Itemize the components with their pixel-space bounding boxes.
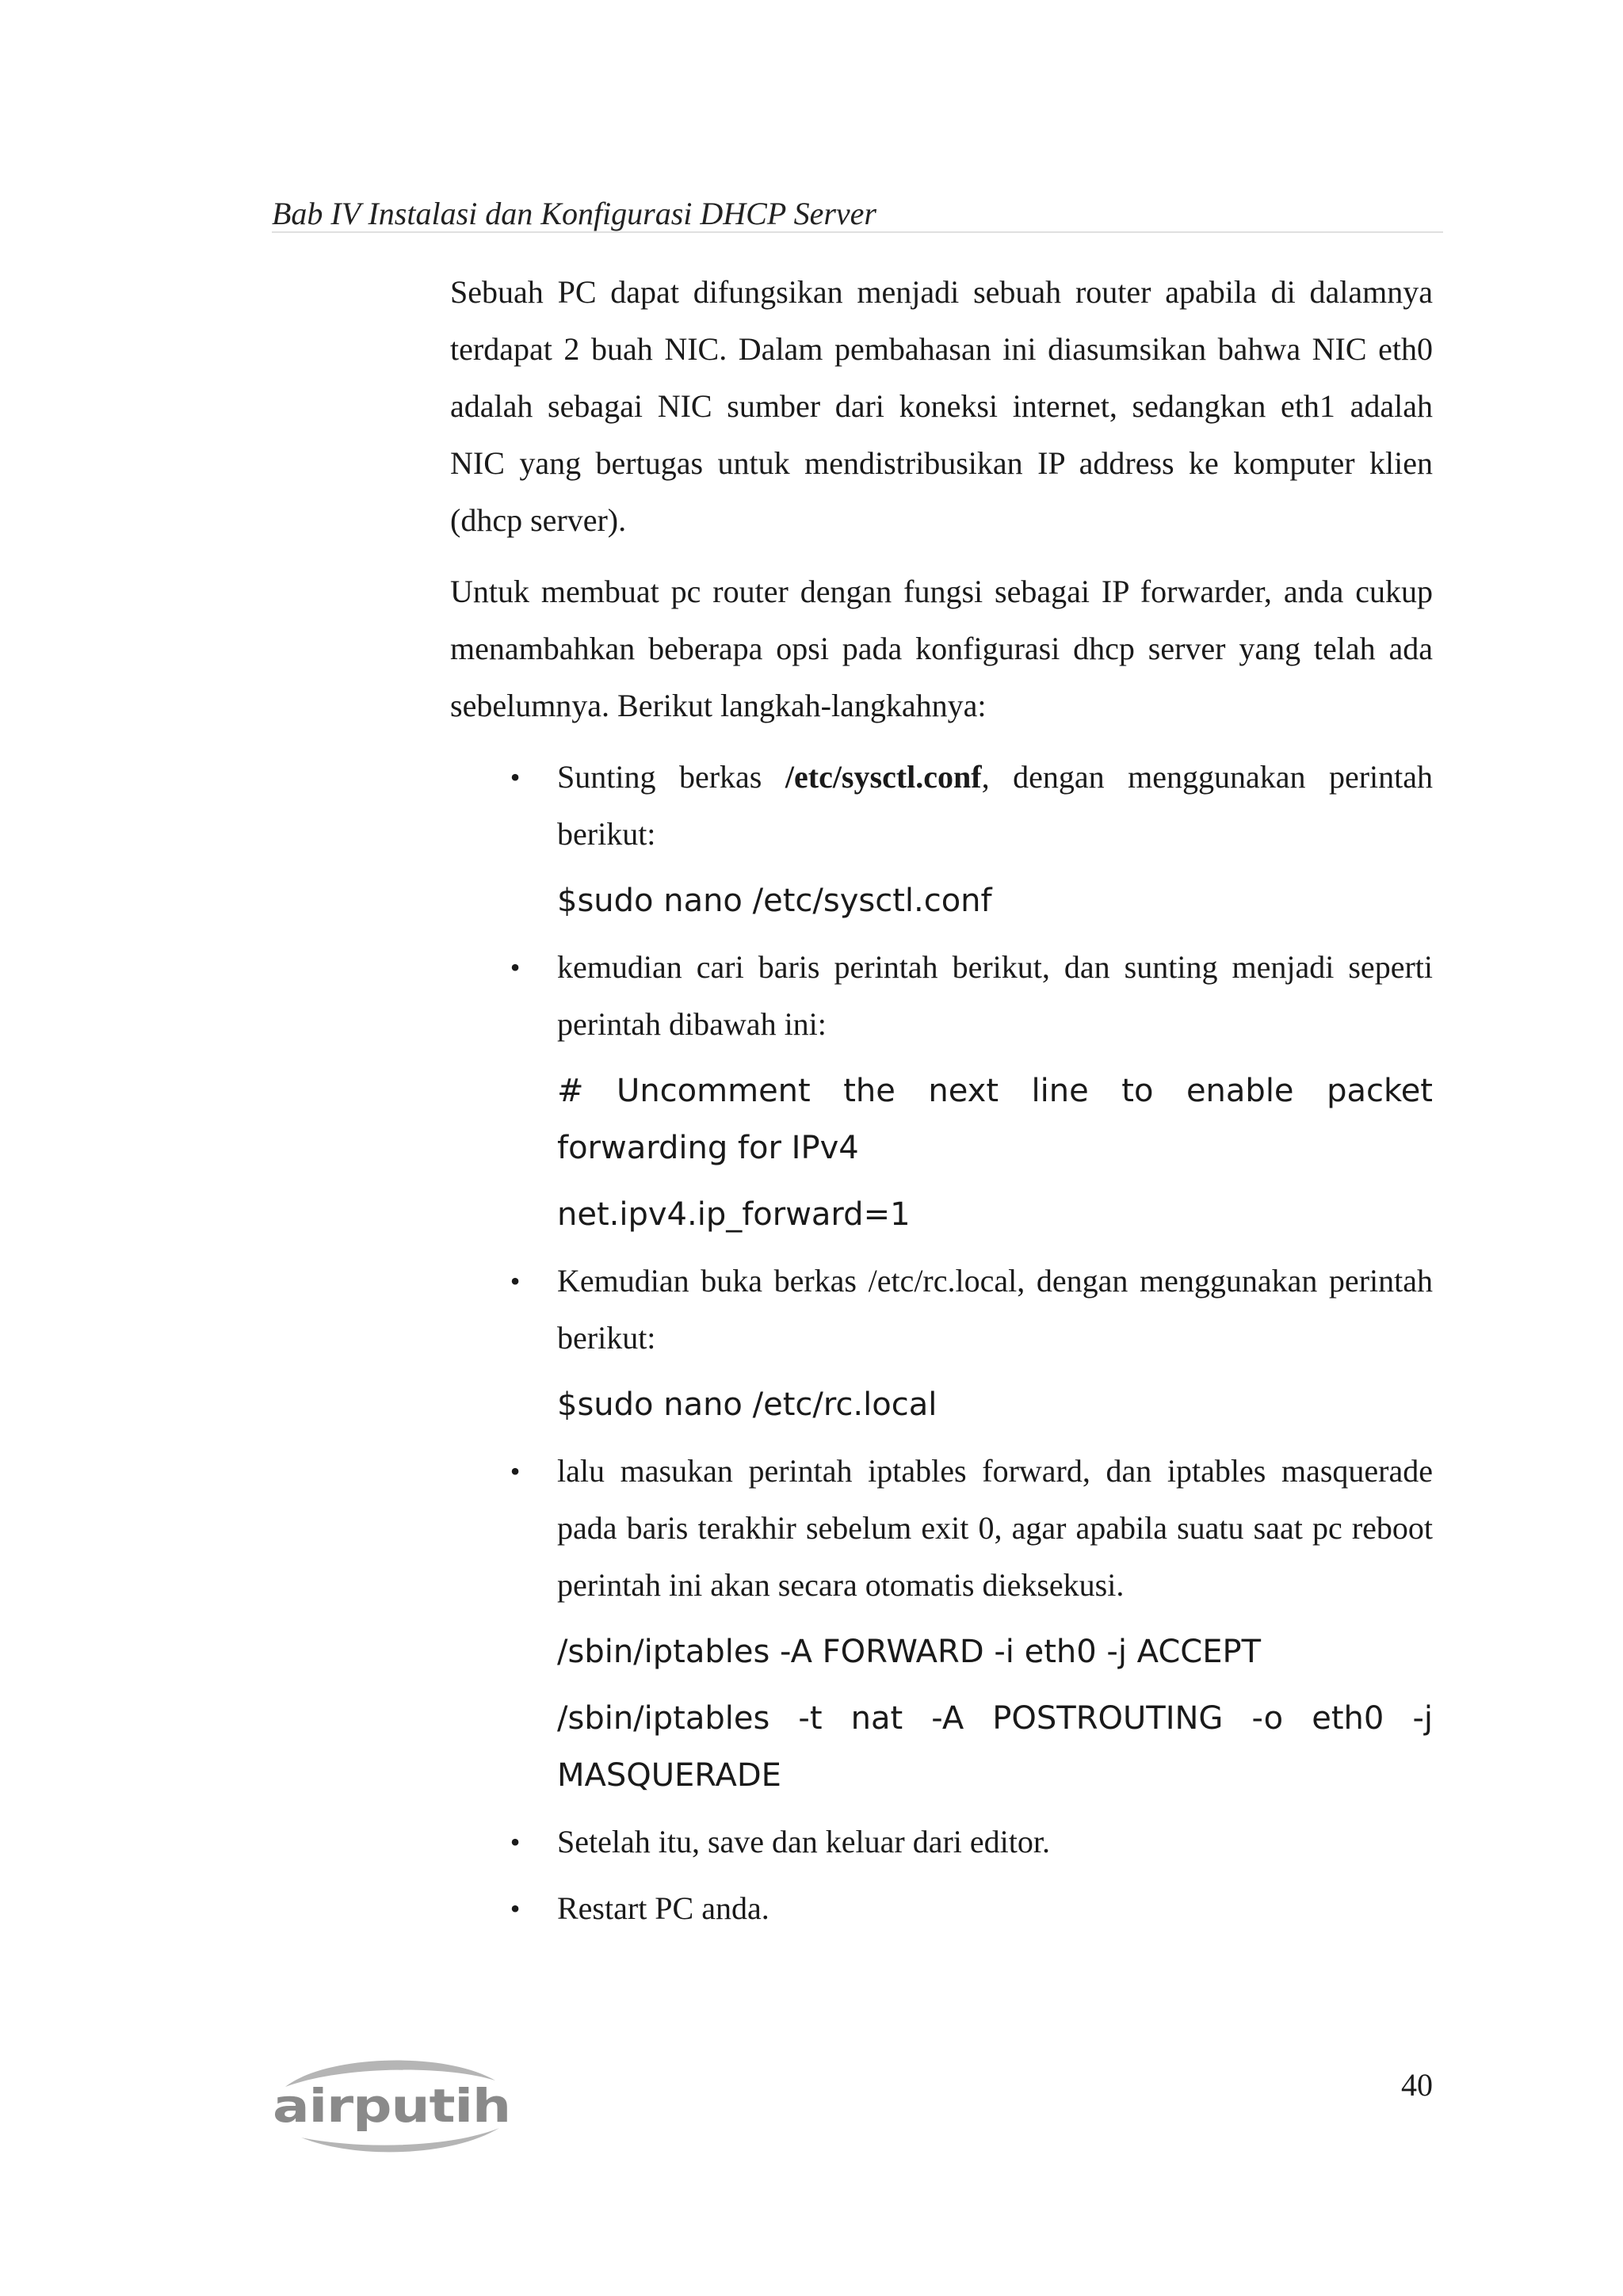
- list-item: [450, 939, 1433, 1243]
- code-line: /sbin/iptables -t nat -A POSTROUTING -o eth0 -j MASQUERADE: [557, 1700, 1433, 1794]
- page-content: [450, 264, 1433, 1947]
- step-text: Kemudian buka berkas /etc/rc.local, dengan menggunakan perintah berikut:: [557, 1263, 1433, 1356]
- step-text-after: , dengan menggunakan perintah berikut:: [557, 759, 1434, 852]
- step-text: kemudian cari baris perintah berikut, dan sunting menjadi seperti perintah dibawah ini:: [557, 949, 1433, 1042]
- svg-text:airputih: airputih: [273, 2079, 510, 2133]
- list-item: [450, 1253, 1433, 1433]
- code-line: $sudo nano /etc/rc.local: [557, 1386, 938, 1423]
- steps-list: [450, 749, 1433, 1937]
- list-item: [450, 1814, 1433, 1871]
- paragraph-steps-intro: Untuk membuat pc router dengan fungsi sebagai IP forwarder, anda cukup menambahkan beberapa opsi pada konfigurasi dhcp server yang telah ada sebelumnya. Berikut langkah-langkahnya:: [450, 574, 1433, 723]
- bullet-icon: •: [510, 761, 521, 793]
- bullet-icon: •: [510, 1265, 521, 1297]
- airputih-logo: [269, 2049, 515, 2160]
- bullet-icon: •: [510, 952, 521, 983]
- code-line: # Uncomment the next line to enable packet forwarding for IPv4: [557, 1073, 1433, 1166]
- page-number: 40: [1401, 2067, 1433, 2103]
- paragraph-intro: Sebuah PC dapat difungsikan menjadi sebuah router apabila di dalamnya terdapat 2 buah NIC. Dalam pembahasan ini diasumsikan bahwa NIC eth0 adalah sebagai NIC sumber dari koneksi internet, sedangkan eth1 adalah NIC yang bertugas untuk mendistribusikan IP address ke komputer klien (dhcp server).: [450, 274, 1433, 538]
- header-rule: [272, 231, 1443, 233]
- bullet-icon: •: [510, 1826, 521, 1858]
- step-text: lalu masukan perintah iptables forward, dan iptables masquerade pada baris terakhir sebelum exit 0, agar apabila suatu saat pc reboot perintah ini akan secara otomatis dieksekusi.: [557, 1453, 1433, 1603]
- step-file-path: /etc/sysctl.conf: [785, 759, 982, 795]
- step-text: [557, 749, 1433, 863]
- bullet-icon: •: [510, 1455, 521, 1487]
- step-text: Setelah itu, save dan keluar dari editor.: [557, 1824, 1051, 1859]
- list-item: [450, 1880, 1433, 1937]
- running-header: Bab IV Instalasi dan Konfigurasi DHCP Server: [272, 196, 876, 231]
- list-item: [450, 749, 1433, 929]
- list-item: [450, 1443, 1433, 1804]
- code-line: $sudo nano /etc/sysctl.conf: [557, 883, 992, 919]
- step-text: Restart PC anda.: [557, 1890, 769, 1926]
- bullet-icon: •: [510, 1893, 521, 1924]
- step-text-before: Sunting berkas: [557, 759, 785, 795]
- code-line: net.ipv4.ip_forward=1: [557, 1196, 911, 1233]
- code-line: /sbin/iptables -A FORWARD -i eth0 -j ACCEPT: [557, 1634, 1262, 1670]
